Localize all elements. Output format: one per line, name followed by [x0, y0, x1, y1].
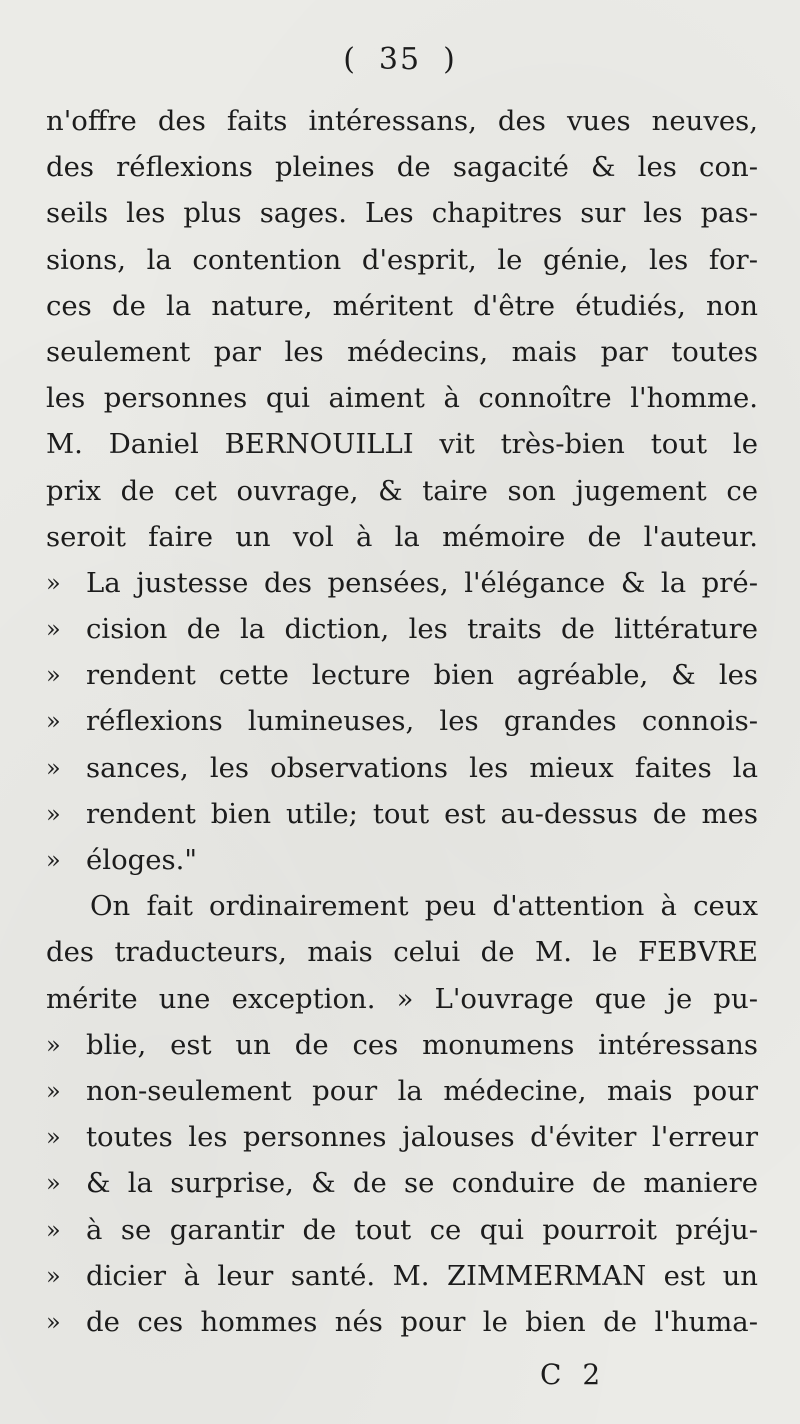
line-text: rendent bien utile; tout est au-dessus de mes [86, 797, 758, 830]
text-line [46, 560, 758, 606]
line-text: mérite une exception. » L'ouvrage que je pu- [46, 982, 758, 1015]
text-line [46, 237, 758, 283]
text-line [46, 421, 758, 467]
text-line [46, 606, 758, 652]
line-text: blie, est un de ces monumens intéressans [86, 1028, 758, 1061]
line-text: rendent cette lecture bien agréable, & les [86, 659, 758, 692]
quote-mark: » [46, 1169, 61, 1198]
quote-mark: » [46, 615, 61, 644]
line-text: dicier à leur santé. M. ZIMMERMAN est un [86, 1259, 758, 1292]
text-line [46, 98, 758, 144]
text-line [46, 698, 758, 744]
line-text: seroit faire un vol à la mémoire de l'auteur. [46, 520, 758, 553]
line-text: seils les plus sages. Les chapitres sur les pas- [46, 197, 758, 230]
text-line [46, 1114, 758, 1160]
text-line [46, 837, 758, 883]
text-line [46, 144, 758, 190]
quote-mark: » [46, 1215, 61, 1244]
text-line [46, 1160, 758, 1206]
quote-mark: » [46, 799, 61, 828]
line-text: des réflexions pleines de sagacité & les con- [46, 151, 758, 184]
line-text: prix de cet ouvrage, & taire son jugement ce [46, 474, 758, 507]
line-text: ces de la nature, méritent d'être étudiés, non [46, 289, 758, 322]
text-line [46, 883, 758, 929]
text-line [46, 1022, 758, 1068]
page-header [0, 42, 800, 77]
header-open-paren: ( [343, 42, 357, 77]
text-line [46, 514, 758, 560]
line-text: & la surprise, & de se conduire de maniere [86, 1167, 758, 1200]
line-text: cision de la diction, les traits de littérature [86, 613, 758, 646]
line-text: sions, la contention d'esprit, le génie, les for- [46, 243, 758, 276]
quote-mark: » [46, 753, 61, 782]
text-line [46, 190, 758, 236]
text-line [46, 375, 758, 421]
line-text: non-seulement pour la médecine, mais pour [86, 1074, 758, 1107]
text-line [46, 1068, 758, 1114]
line-text: éloges." [86, 844, 198, 876]
header-close-paren: ) [443, 42, 457, 77]
text-line [46, 283, 758, 329]
line-text: à se garantir de tout ce qui pourroit préju- [86, 1213, 758, 1246]
line-text: n'offre des faits intéressans, des vues neuves, [46, 105, 758, 137]
quote-mark: » [46, 1307, 61, 1336]
text-line [46, 1207, 758, 1253]
quote-mark: » [46, 846, 61, 874]
text-line [46, 929, 758, 975]
text-line [46, 745, 758, 791]
signature-mark: C 2 [540, 1358, 607, 1391]
quote-mark: » [46, 1076, 61, 1105]
line-text: de ces hommes nés pour le bien de l'huma- [86, 1305, 758, 1338]
quote-mark: » [46, 1261, 61, 1290]
page-number: 35 [378, 42, 422, 77]
line-text: seulement par les médecins, mais par toutes [46, 335, 758, 368]
line-text: On fait ordinairement peu d'attention à ceux [90, 890, 758, 923]
quote-mark: » [46, 1123, 61, 1152]
line-text: M. Daniel BERNOUILLI vit très-bien tout le [46, 428, 758, 461]
text-line [46, 329, 758, 375]
line-text: réflexions lumineuses, les grandes connois- [86, 705, 758, 738]
quote-mark: » [46, 707, 61, 736]
quote-mark: » [46, 661, 61, 690]
quote-mark: » [46, 1030, 61, 1059]
line-text: La justesse des pensées, l'élégance & la pré- [86, 566, 758, 599]
text-line [46, 468, 758, 514]
text-line [46, 652, 758, 698]
quote-mark: » [46, 568, 61, 597]
line-text: les personnes qui aiment à connoître l'homme. [46, 382, 758, 415]
text-line [46, 791, 758, 837]
line-text: sances, les observations les mieux faites la [86, 751, 758, 784]
body-text [46, 98, 758, 1345]
text-line [46, 1253, 758, 1299]
line-text: des traducteurs, mais celui de M. le FEBVRE [46, 936, 758, 969]
text-line [46, 1299, 758, 1345]
text-line [46, 976, 758, 1022]
line-text: toutes les personnes jalouses d'éviter l'erreur [86, 1121, 758, 1154]
